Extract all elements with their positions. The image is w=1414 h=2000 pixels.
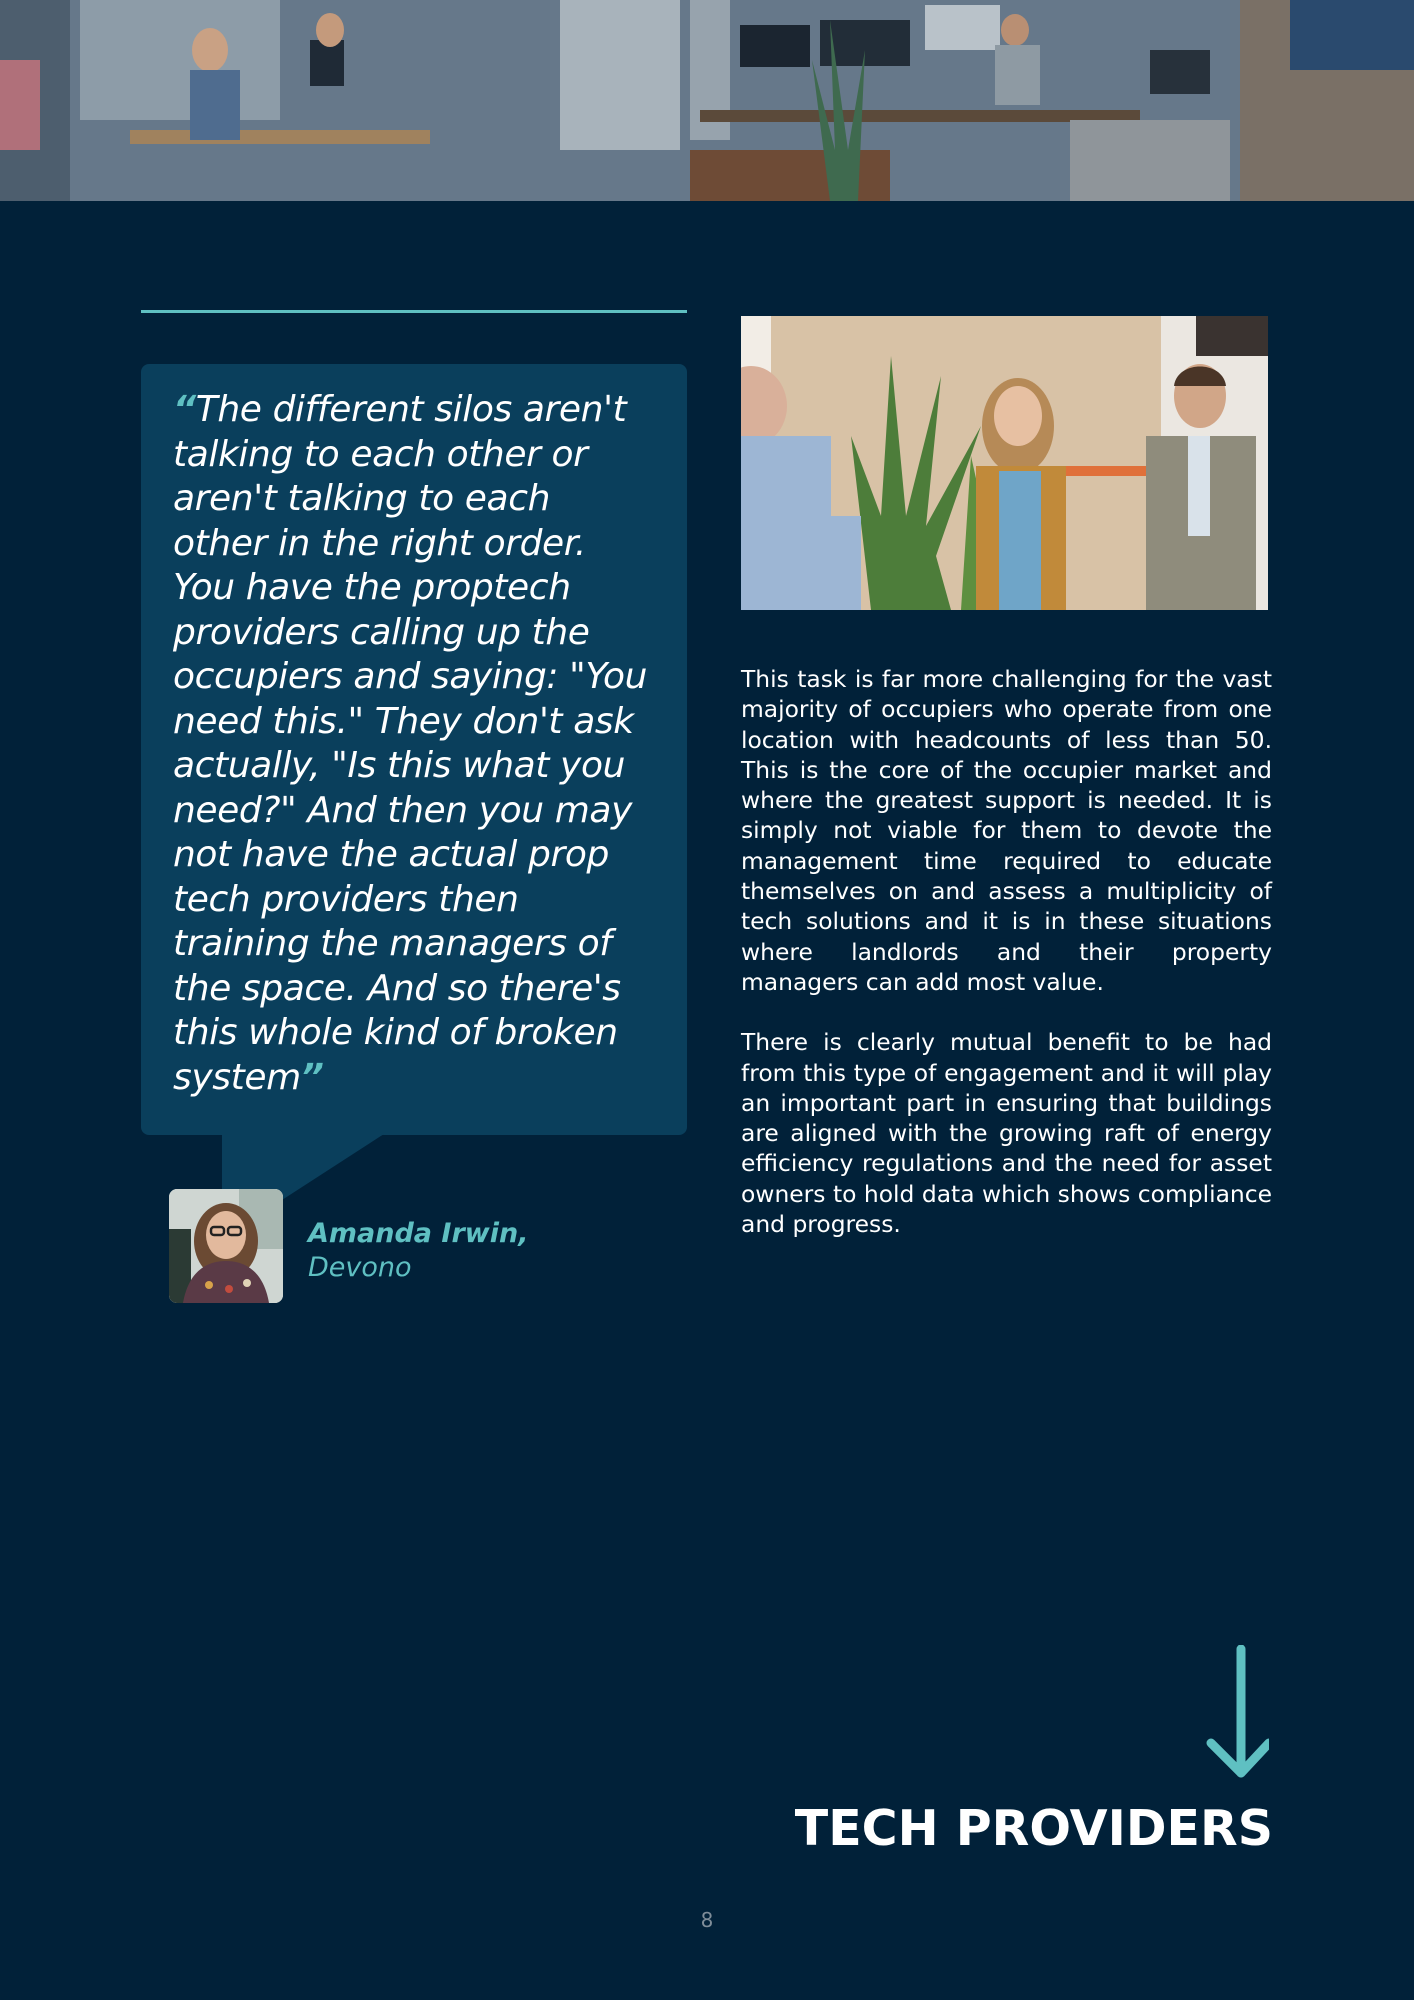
accent-rule — [141, 310, 687, 313]
close-quote-mark: ” — [300, 1056, 324, 1098]
quote-body: The different silos aren't talking to each other or aren't talking to each other in the right order. You have the proptech providers calling up the occupiers and saying: "You need this." They don't ask actually, "Is this what you need?" And then you may not have the actual prop tech providers then training the managers of the space. And so there's this whole kind of broken system — [173, 389, 648, 1098]
pull-quote-text — [173, 388, 651, 1100]
section-title: TECH PROVIDERS — [794, 1800, 1273, 1857]
body-paragraph-2: There is clearly mutual benefit to be had from this type of engagement and it will play an important part in ensuring that buildings are aligned with the growing raft of energy efficiency regulations and the need for asset owners to hold data which shows compliance and progress. — [741, 1028, 1272, 1239]
hero-office-photo — [0, 0, 1414, 201]
speaker-organization: Devono — [308, 1252, 412, 1283]
quote-attribution — [308, 1217, 528, 1285]
arrow-down-icon — [1205, 1645, 1269, 1781]
open-quote-mark: “ — [173, 389, 196, 430]
body-paragraph-1: This task is far more challenging for the vast majority of occupiers who operate from one location with headcounts of less than 50. This is the core of the occupier market and where the greatest support is needed. It is simply not viable for them to devote the management time required to educate themselves on and assess a multiplicity of tech solutions and it is in these situations where landlords and their property managers can add most value. — [741, 665, 1272, 996]
body-text — [741, 664, 1272, 1269]
pull-quote-box — [141, 364, 687, 1135]
avatar — [169, 1189, 283, 1303]
page-number: 8 — [700, 1908, 714, 1932]
speaker-name: Amanda Irwin, — [308, 1218, 529, 1249]
panel-discussion-photo — [741, 316, 1268, 610]
